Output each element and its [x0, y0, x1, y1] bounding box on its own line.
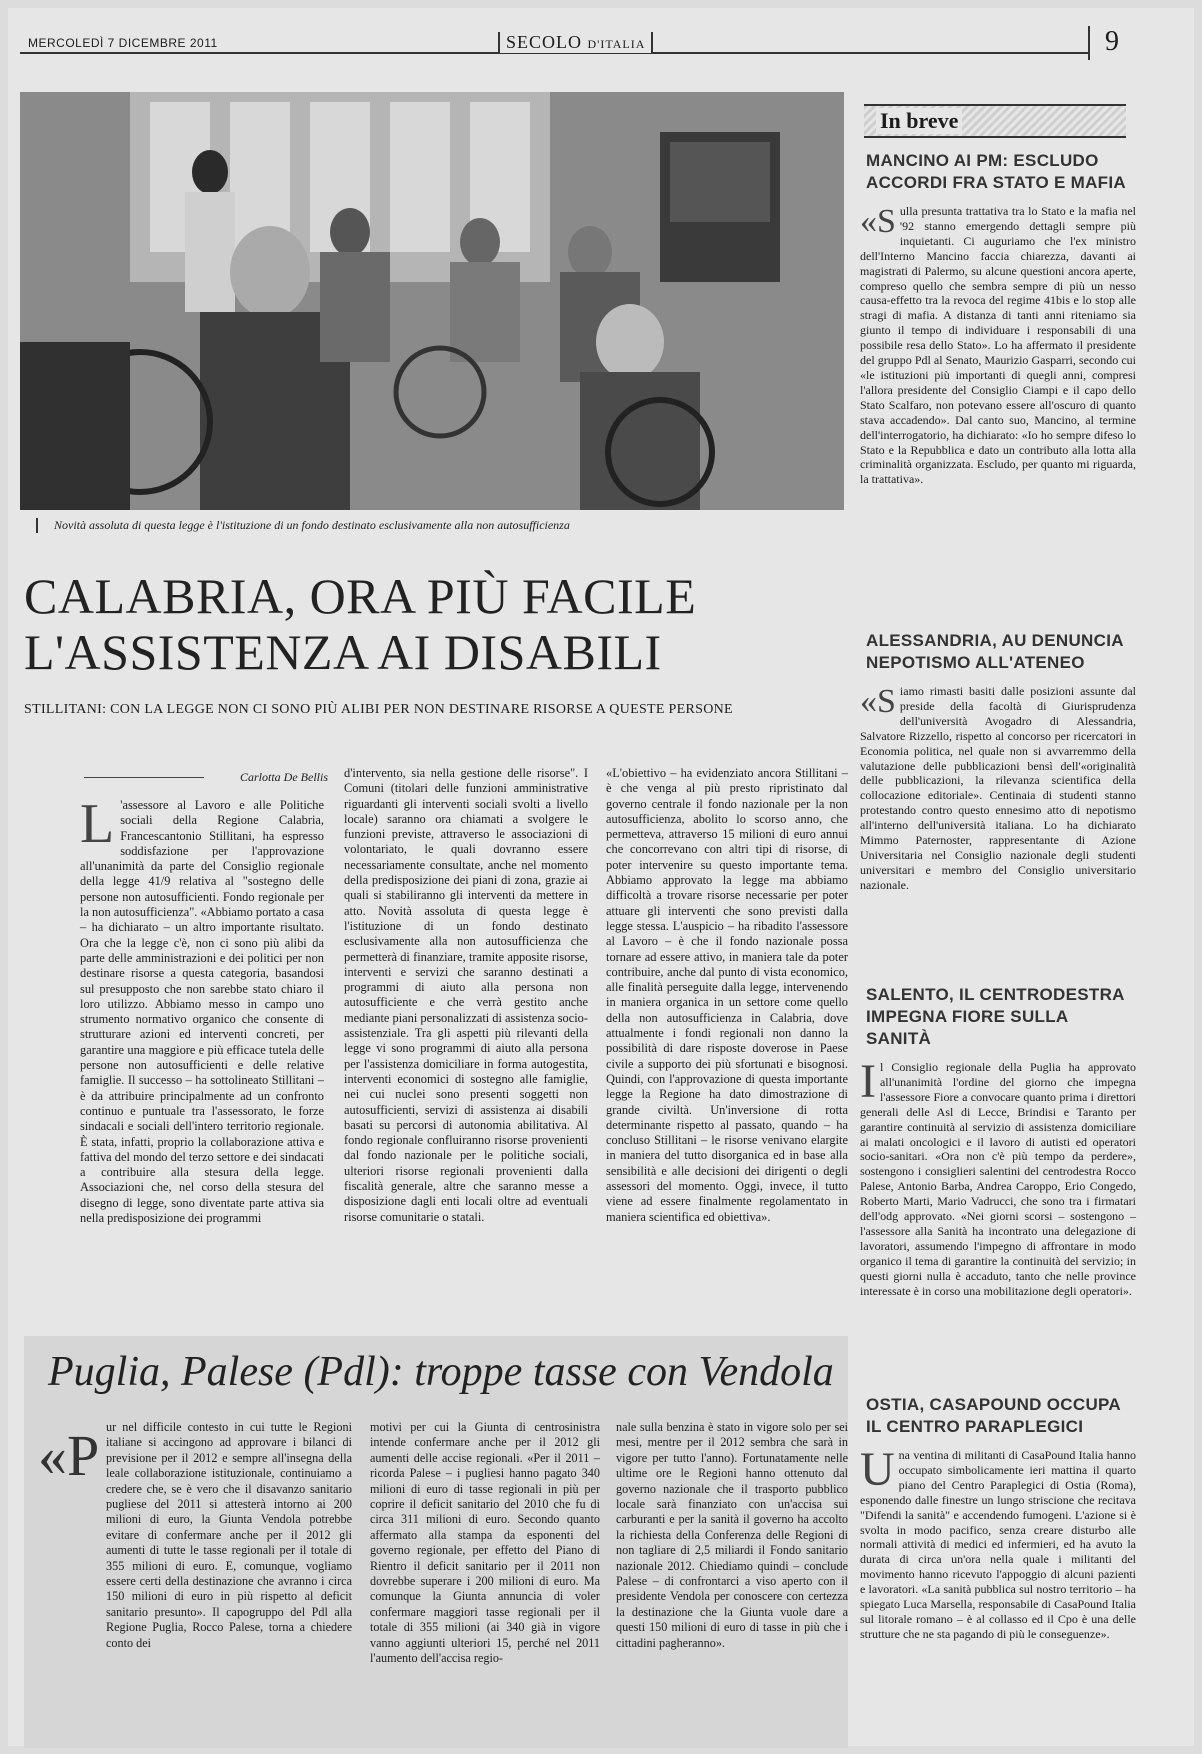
brief-title: SALENTO, IL CENTRODESTRA IMPEGNA FIORE SULLA SANITÀ	[866, 985, 1125, 1048]
masthead	[20, 26, 1130, 66]
brief-mancino	[860, 150, 1136, 487]
brief-lead: I	[860, 1055, 876, 1108]
issue-date: MERCOLEDÌ 7 DICEMBRE 2011	[28, 36, 218, 50]
brief-lead: «S	[860, 203, 896, 240]
box-column-1: ur nel difficile contesto in cui tutte le Regioni italiane si accingono ad approvare i bilanci di previsione per il 2012 e sempre all'insegna della leale collaborazione istituzionale, continuiamo a credere che, se è vero che il disavanzo sanitario pugliese del 2011 si attesterà intorno ai 200 milioni di euro, la Giunta Vendola potrebbe evitare di confermare anche per il 2012 gli aumenti di tutte le tasse regionali per il totale di 355 milioni di euro. E, comunque, vogliamo essere certi della destinazione che avranno i circa 150 milioni di euro in più rispetto al deficit sanitario presunto». Il capogruppo del Pdl alla Regione Puglia, Rocco Palese, torna a chiedere conto dei	[106, 1420, 352, 1650]
newspaper-page	[8, 8, 1194, 1746]
brief-body	[860, 684, 1136, 893]
in-breve-tag	[864, 104, 1126, 138]
article-column-3: «L'obiettivo – ha evidenziato ancora Stillitani – è che venga al più presto ripristinato dal governo centrale il fondo nazionale per la non autosufficienza, abolito lo scorso anno, che permetteva, attraverso 15 milioni di euro annui che concorrevano con altri tipi di risorse, di poter intervenire su questo importante tema. Abbiamo approvato la legge ma abbiamo difficoltà a trovare risorse necessarie per poter attuare gli interventi che sono previsti dalla legge stessa. L'auspicio – ha ribadito l'assessore al Lavoro – è che il fondo nazionale possa tornare ad essere attivo, in maniera tale da poter contribuire, anche dal punto di vista economico, alle finalità perseguite dalla legge, intervenendo in maniera organica in un settore come quello della non autosufficienza in Calabria, dove attualmente i fondi regionali non danno la possibilità di dare risposte doverose in Paese civile a supporto dei più sfortunati e bisognosi. Quindi, con l'approvazione di questa importante legge la Regione ha dato dimostrazione di grande civiltà. Un'inversione di rotta determinante rispetto al passato, quando – ha concluso Stillitani – le risorse venivano elargite in maniera del tutto disorganica ed in base alla sensibilità e alle decisioni dei dirigenti o degli assessori del momento. Oggi, invece, il tutto viene ad essere finalmente regolamentato in maniera scientifica ed obiettiva».	[606, 766, 848, 1224]
headline-line-2: L'ASSISTENZA AI DISABILI	[24, 624, 662, 680]
article-column-1	[80, 793, 324, 1226]
brief-salento	[860, 984, 1136, 1299]
brief-alessandria	[860, 630, 1136, 893]
puglia-box	[24, 1336, 848, 1748]
brief-ostia	[860, 1394, 1136, 1642]
brief-title: MANCINO AI PM: ESCLUDO ACCORDI FRA STATO E MAFIA	[866, 151, 1126, 192]
newspaper-name	[498, 32, 653, 53]
brief-title: ALESSANDRIA, AU DENUNCIA NEPOTISMO ALL'ATENEO	[866, 631, 1124, 672]
in-breve-label: In breve	[876, 108, 962, 134]
article-photo	[20, 92, 844, 510]
article-headline	[24, 568, 854, 680]
box-headline: Puglia, Palese (Pdl): troppe tasse con Vendola	[48, 1349, 834, 1395]
box-column-3: nale sulla benzina è stato in vigore solo per sei mesi, mentre per il 2012 sembra che sarà in vigore per tutto l'anno). Fortunatamente nelle ultime ore le Regioni hanno ottenuto dal governo nazionale che il trasporto pubblico locale sarà finanziato con un'accisa sui carburanti e per la sanità il governo ha accolto la richiesta della Conferenza delle Regioni di non tagliare di 2,5 miliardi il Fondo sanitario nazionale 2012. Chiediamo quindi – conclude Palese – di confrontarci a viso aperto con il presidente Vendola per conoscere con certezza la destinazione che la Giunta vuole dare a questi 150 milioni di euro di tasse in più che i cittadini pagheranno».	[616, 1420, 848, 1650]
box-quote-mark: «P	[38, 1423, 100, 1488]
headline-line-1: CALABRIA, ORA PIÙ FACILE	[24, 568, 697, 624]
brief-lead: U	[860, 1443, 895, 1496]
brief-lead: «S	[860, 683, 896, 720]
brief-body	[860, 204, 1136, 487]
article-column-1-text: 'assessore al Lavoro e alle Politiche sociali della Regione Calabria, Francescantonio Stillitani, ha espresso soddisfazione per l'approvazione all'unanimità da parte del Consiglio regionale della legge 41/9 relativa al "sostegno delle persone non autosufficienti. Fondo regionale per la non autosufficienza". «Abbiamo portato a casa – ha dichiarato – un altro importante risultato. Ora che la legge c'è, non ci sono più alibi da parte delle amministrazioni e dei politici per non destinare risorse a questa categoria, basandosi sul presupposto che non sarebbe stato chiaro il loro utilizzo. Abbiamo messo in campo uno strumento normativo organico che consente di strutturare azioni ed interventi concreti, per garantire una maggiore e più efficace tutela delle persone non autosufficienti e delle relative famiglie. Il successo – ha sottolineato Stillitani – è da attribuire principalmente ad un confronto continuo e puntuale tra l'assessorato, le forze sindacali e sociali dell'intero territorio regionale. È stata, infatti, proprio la collaborazione attiva e fattiva del mondo del terzo settore e dei sindacati a contribuire alla stesura della legge. Associazioni che, nel corso della stesura del disegno di legge, sono diventate parte attiva sia nella predisposizione dei programmi	[80, 798, 324, 1226]
brief-text: na ventina di militanti di CasaPound Italia hanno occupato simbolicamente ieri mattina il quarto piano del Centro Paraplegici di Ostia (Roma), esponendo dalle finestre un lungo striscione che recitava "Difendi la sanità" e accendendo fumogeni. L'azione si è svolta in modo pacifico, senza creare disturbo alle normali attività di medici ed infermieri, ed ha avuto la durata di circa un'ora nella quale i militanti del movimento hanno ricevuto l'appoggio di alcuni pazienti e lavoratori. «La sanità pubblica sul nostro territorio – ha spiegato Luca Marsella, responsabile di CasaPound Italia sul litorale romano – è al collasso ed il Cpo è una delle strutture che ne sta pagando di più le conseguenze».	[860, 1448, 1136, 1641]
brief-title: OSTIA, CASAPOUND OCCUPA IL CENTRO PARAPLEGICI	[866, 1395, 1121, 1436]
brief-text: iamo rimasti basiti dalle posizioni assunte dal preside della facoltà di Giurisprudenza dell'università Avogadro di Alessandria, Salvatore Rizzello, rispetto al concorso per ricercatori in Economia politica, nel quale non si avvarremmo della valutazione delle pubblicazioni bensì dell'«originalità delle pubblicazioni, la rilevanza scientifica della collocazione editoriale». Centinaia di studenti stanno protestando contro questo ennesimo atto di nepotismo all'interno dell'università italiana. Lo ha dichiarato Mimmo Paternoster, rappresentante di Azione Universitaria nel Consiglio nazionale degli studenti universitari e membro del Consiglio universitario nazionale.	[860, 684, 1136, 892]
drop-cap: L	[80, 793, 115, 855]
article-byline: Carlotta De Bellis	[118, 770, 328, 785]
brief-text: ulla presunta trattativa tra lo Stato e la mafia nel '92 stanno emergendo dettagli sempre più inquietanti. Ci auguriamo che l'ex ministro dell'Interno Mancino faccia chiarezza, davanti ai magistrati di Palermo, su alcune questioni ancora aperte, compreso quello che sembra sempre di più un nesso causa-effetto tra la revoca del regime 41bis e lo stop alle stragi di mafia. A distanza di tanti anni riteniamo sia giunto il tempo di individuare i responsabili di una possibile resa dello Stato». Lo ha affermato il presidente del gruppo Pdl al Senato, Maurizio Gasparri, secondo cui «le istituzioni più importanti di quegli anni, compresi l'allora presidente del Consiglio Ciampi e il capo dello Stato Scalfaro, non potevano essere all'oscuro di quanto stava accadendo». Dal canto suo, Mancino, al termine dell'interrogatorio, ha dichiarato: «Io ho sempre difeso lo Stato e la Repubblica e dato un contributo alla lotta alla criminalità organizzata. Escludo, per quanto mi riguarda, la trattativa».	[860, 204, 1136, 487]
page-number: 9	[1088, 26, 1134, 60]
article-subhead: STILLITANI: CON LA LEGGE NON CI SONO PIÙ ALIBI PER NON DESTINARE RISORSE A QUESTE PERSONE	[24, 702, 733, 717]
newspaper-title-suffix: D'ITALIA	[587, 37, 646, 51]
photo-caption: Novità assoluta di questa legge è l'istituzione di un fondo destinato esclusivamente alla non autosufficienza	[36, 518, 854, 533]
brief-body	[860, 1055, 1136, 1299]
article-column-2: d'intervento, sia nella gestione delle risorse". I Comuni (titolari delle funzioni amministrative riguardanti gli interventi sociali svolti a livello locale) saranno ora chiamati a svolgere le funzioni previste, attraverso le associazioni di volontariato, le quali dovranno essere necessariamente consultate, anche nel momento della predisposizione dei piani di zona, grazie ai quali si stabiliranno gli interventi da mettere in atto. Novità assoluta di questa legge è l'istituzione di un fondo destinato esclusivamente alla non autosufficienza che permetterà di finanziare, tramite apposite risorse, interventi e servizi che saranno destinati a programmi di aiuto alla persona non autosufficiente e che verrà gestito anche mediante piani personalizzati di assistenza socio-assistenziale. Tra gli aspetti più rilevanti della legge vi sono programmi di aiuto alla persona per l'assistenza domiciliare in forma autogestita, interventi economici di sostegno alle famiglie, nei cui nuclei sono presenti soggetti non autosufficienti, servizi di assistenza ai disabili basati su percorsi di autonomia abilitativa. Al fondo regionale confluiranno risorse provenienti dal fondo nazionale per le politiche sociali, ulteriori risorse regionali provenienti dalla fiscalità generale, altre che saranno messe a disposizione dagli enti locali oltre ad eventuali risorse comunitarie o statali.	[344, 766, 588, 1224]
brief-text: l Consiglio regionale della Puglia ha approvato all'unanimità l'ordine del giorno che impegna l'assessore Fiore a convocare quanto prima i direttori generali delle Asl di Lecce, Brindisi e Taranto per garantire continuità al servizio di assistenza domiciliare ai malati oncologici e il lavoro di autisti ed operatori socio-sanitari. «Ora non c'è più tempo da perdere», sostengono i consiglieri salentini del centrodestra Rocco Palese, Antonio Barba, Andrea Caroppo, Erio Congedo, Roberto Marti, Mario Vadrucci, che sono tra i firmatari dell'odg approvato. «Nei giorni scorsi – sostengono – l'assessore alla Sanità ha incontrato una delegazione di lavoratori, assumendo l'impegno di affrontare in modo organico il tema di garantire la continuità del servizio; in questi giorni nulla è accaduto, tanto che nelle province interessate è in corso una mobilitazione degli operatori».	[860, 1060, 1136, 1298]
newspaper-title: SECOLO	[506, 32, 583, 52]
box-column-2: motivi per cui la Giunta di centrosinistra intende confermare anche per il 2012 gli aumenti delle accise regionali. «Per il 2011 – ricorda Palese – i pugliesi hanno pagato 340 milioni di euro di tasse regionali in più per coprire il deficit sanitario del 2010 che fu di circa 311 milioni di euro. Secondo quanto affermato alla stampa da esponenti del governo regionale, per effetto del Piano di Rientro il deficit sanitario per il 2011 non dovrebbe superare i 200 milioni di euro. Ma comunque la Giunta annuncia di voler confermare maggiori tasse regionali per il totale di 355 milioni (ai 340 già in vigore vanno aggiunti ulteriori 15, perché nel 2011 l'aumento dell'accisa regio-	[370, 1420, 600, 1666]
brief-body	[860, 1443, 1136, 1642]
